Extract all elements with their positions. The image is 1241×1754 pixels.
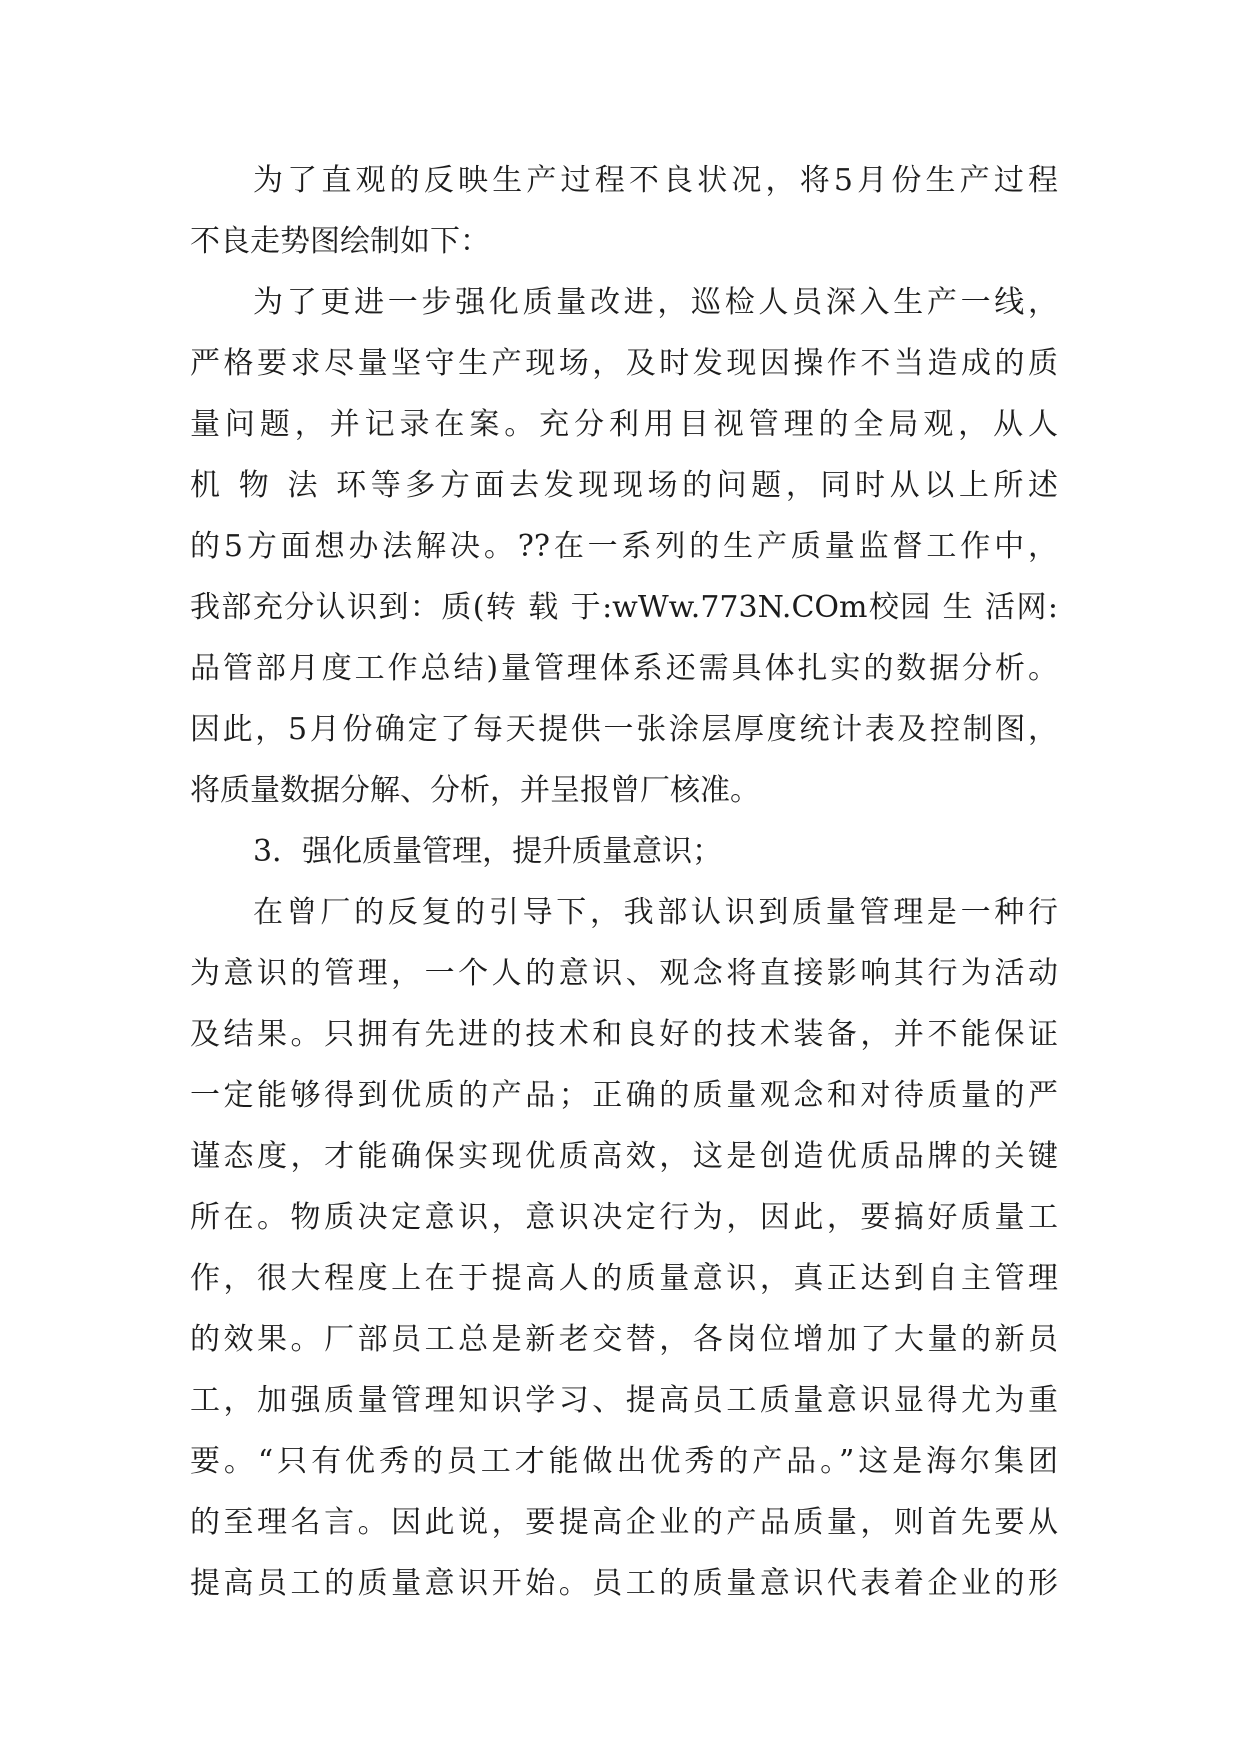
text-line: 提高员工的质量意识开始。员工的质量意识代表着企业的形 — [190, 1566, 1058, 1601]
text-line: 所在。物质决定意识，意识决定行为，因此，要搞好质量工 — [190, 1200, 1058, 1235]
text-line: 在曾厂的反复的引导下，我部认识到质量管理是一种行 — [253, 895, 1058, 930]
text-line: 的5方面想办法解决。??在一系列的生产质量监督工作中， — [190, 529, 1058, 564]
text-line: 严格要求尽量坚守生产现场，及时发现因操作不当造成的质 — [190, 346, 1058, 381]
text-line: 要。“只有优秀的员工才能做出优秀的产品。”这是海尔集团 — [190, 1444, 1058, 1479]
text-line: 为了更进一步强化质量改进，巡检人员深入生产一线， — [253, 285, 1058, 320]
text-line: 为了直观的反映生产过程不良状况，将5月份生产过程 — [253, 163, 1058, 198]
text-line: 3．强化质量管理，提升质量意识； — [253, 834, 723, 869]
text-line: 及结果。只拥有先进的技术和良好的技术装备，并不能保证 — [190, 1017, 1058, 1052]
text-line: 品管部月度工作总结)量管理体系还需具体扎实的数据分析。 — [190, 651, 1058, 686]
document-page — [190, 150, 1058, 1614]
text-line: 一定能够得到优质的产品；正确的质量观念和对待质量的严 — [190, 1078, 1058, 1113]
text-line: 为意识的管理，一个人的意识、观念将直接影响其行为活动 — [190, 956, 1058, 991]
text-line: 作，很大程度上在于提高人的质量意识，真正达到自主管理 — [190, 1261, 1058, 1296]
text-line: 量问题，并记录在案。充分利用目视管理的全局观，从人 — [190, 407, 1058, 442]
text-line: 将质量数据分解、分析，并呈报曾厂核准。 — [190, 773, 760, 808]
text-line: 的效果。厂部员工总是新老交替，各岗位增加了大量的新员 — [190, 1322, 1058, 1357]
text-line: 不良走势图绘制如下： — [190, 224, 490, 259]
text-line: 因此，5月份确定了每天提供一张涂层厚度统计表及控制图， — [190, 712, 1058, 747]
text-line: 的至理名言。因此说，要提高企业的产品质量，则首先要从 — [190, 1505, 1058, 1540]
text-line: 工，加强质量管理知识学习、提高员工质量意识显得尤为重 — [190, 1383, 1058, 1418]
text-line: 谨态度，才能确保实现优质高效，这是创造优质品牌的关键 — [190, 1139, 1058, 1174]
text-line: 机 物 法 环等多方面去发现现场的问题，同时从以上所述 — [190, 468, 1058, 503]
text-line: 我部充分认识到：质(转 载 于:wWw.773N.COm校园 生 活网: — [190, 590, 1058, 625]
